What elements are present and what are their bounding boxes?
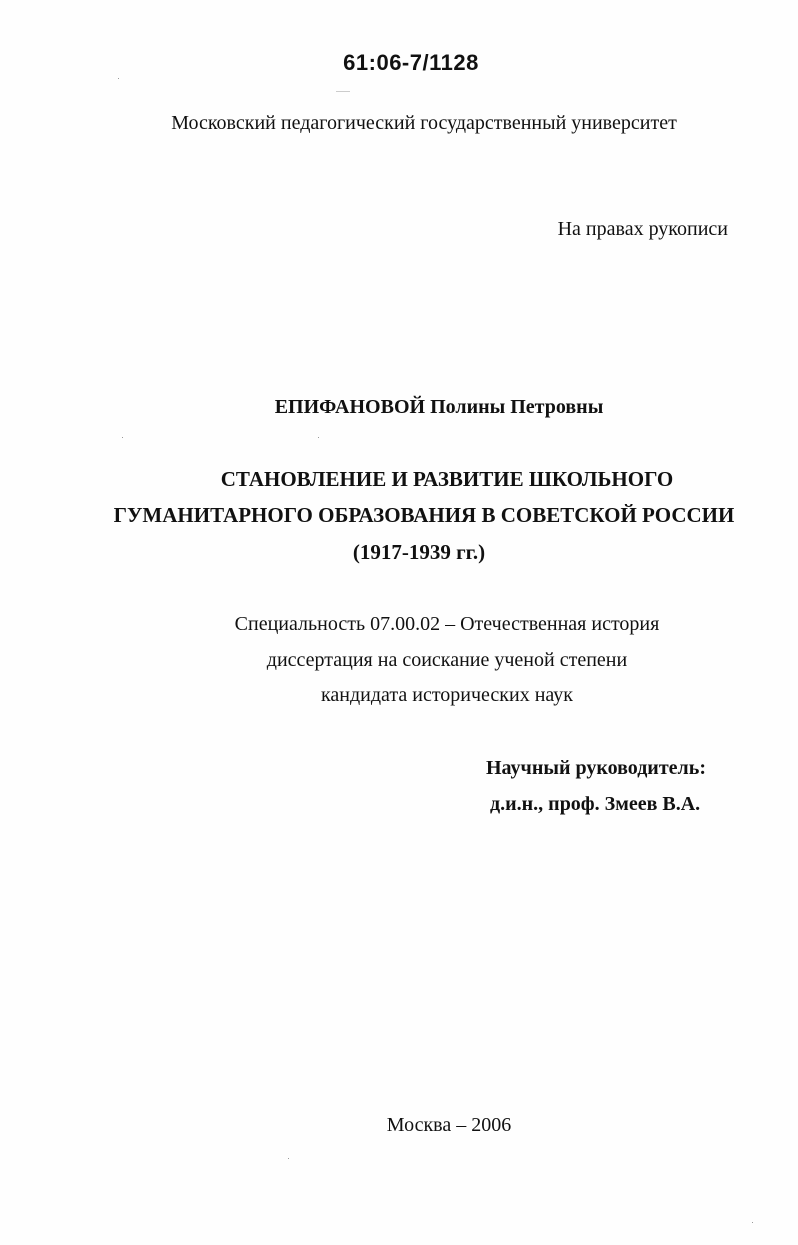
rights-notice: На правах рукописи: [557, 218, 728, 240]
scan-speck: [336, 91, 350, 92]
author-name: ЕПИФАНОВОЙ Полины Петровны: [274, 396, 604, 418]
supervisor-name: д.и.н., проф. Змеев В.А.: [490, 793, 701, 815]
scan-speck: [752, 1222, 753, 1223]
university-name: Московский педагогический государственный университет: [171, 112, 677, 134]
title-line-2: ГУМАНИТАРНОГО ОБРАЗОВАНИЯ В СОВЕТСКОЙ РОССИИ: [113, 503, 735, 527]
archive-stamp-number: 61:06-7/1128: [343, 50, 479, 75]
degree-field-line: кандидата исторических наук: [320, 684, 574, 706]
scan-speck: [318, 437, 319, 438]
city-year: Москва – 2006: [386, 1114, 512, 1136]
specialty-line: Специальность 07.00.02 – Отечественная история: [234, 613, 660, 635]
scan-speck: [288, 1158, 289, 1159]
supervisor-label: Научный руководитель:: [486, 757, 706, 779]
degree-line: диссертация на соискание ученой степени: [266, 649, 628, 671]
scan-speck: [122, 437, 123, 438]
title-line-3: (1917-1939 гг.): [352, 540, 486, 564]
scan-speck: [118, 78, 119, 79]
title-line-1: СТАНОВЛЕНИЕ И РАЗВИТИЕ ШКОЛЬНОГО: [220, 467, 674, 491]
